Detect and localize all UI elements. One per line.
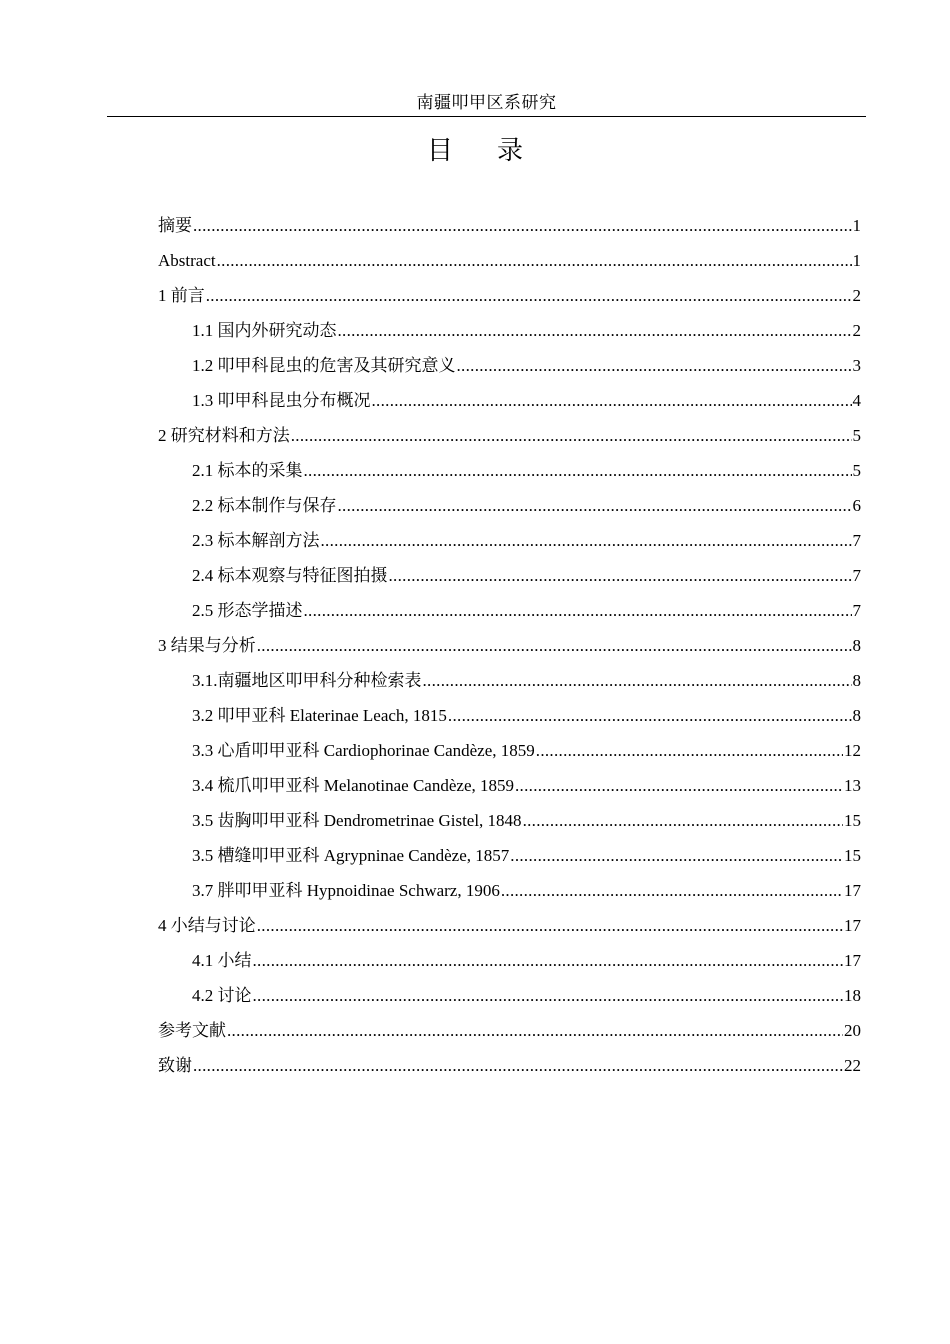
toc-dot-leader bbox=[510, 838, 843, 873]
toc-page-number: 8 bbox=[852, 706, 861, 725]
toc-dot-leader bbox=[321, 523, 852, 558]
toc-dot-leader bbox=[501, 873, 843, 908]
toc-entry-label: 2.4 标本观察与特征图拍摄 bbox=[192, 566, 388, 585]
toc-dot-leader bbox=[253, 943, 844, 978]
toc-entry-label: 1.1 国内外研究动态 bbox=[192, 321, 337, 340]
toc-dot-leader bbox=[448, 698, 852, 733]
toc-entry[interactable] bbox=[158, 488, 861, 523]
toc-entry[interactable] bbox=[158, 838, 861, 873]
toc-entry-label: 3.5 齿胸叩甲亚科 Dendrometrinae Gistel, 1848 bbox=[192, 811, 522, 830]
toc-entry-label: 1.2 叩甲科昆虫的危害及其研究意义 bbox=[192, 356, 456, 375]
toc-page-number: 1 bbox=[852, 251, 861, 270]
toc-entry-label: 4.2 讨论 bbox=[192, 986, 252, 1005]
toc-dot-leader bbox=[291, 418, 852, 453]
toc-entry[interactable] bbox=[158, 873, 861, 908]
toc-page-number: 20 bbox=[844, 1021, 861, 1040]
toc-entry[interactable] bbox=[158, 698, 861, 733]
toc-page-number: 17 bbox=[844, 881, 861, 900]
toc-entry-label: 致谢 bbox=[158, 1056, 192, 1075]
toc-dot-leader bbox=[304, 453, 852, 488]
toc-dot-leader bbox=[193, 1048, 843, 1083]
toc-dot-leader bbox=[217, 243, 852, 278]
toc-dot-leader bbox=[515, 768, 843, 803]
toc-page-number: 15 bbox=[844, 846, 861, 865]
page-header bbox=[107, 92, 866, 117]
toc-entry-label: 2.5 形态学描述 bbox=[192, 601, 303, 620]
toc-dot-leader bbox=[227, 1013, 843, 1048]
toc-page-number: 7 bbox=[852, 601, 861, 620]
toc-page-number: 1 bbox=[852, 216, 861, 235]
toc-page-number: 22 bbox=[844, 1056, 861, 1075]
toc-page-number: 7 bbox=[852, 531, 861, 550]
toc-dot-leader bbox=[193, 208, 852, 243]
toc-page-number: 7 bbox=[852, 566, 861, 585]
toc-dot-leader bbox=[257, 628, 852, 663]
toc-dot-leader bbox=[389, 558, 852, 593]
toc-page-number: 18 bbox=[844, 986, 861, 1005]
toc-page-number: 13 bbox=[844, 776, 861, 795]
toc-page-number: 2 bbox=[852, 286, 861, 305]
running-title: 南疆叩甲区系研究 bbox=[416, 93, 557, 112]
toc-entry[interactable] bbox=[158, 418, 861, 453]
toc-entry[interactable] bbox=[158, 768, 861, 803]
toc-entry-label: 3.5 槽缝叩甲亚科 Agrypninae Candèze, 1857 bbox=[192, 846, 510, 865]
toc-page-number: 5 bbox=[852, 461, 861, 480]
toc-entry-label: 3.2 叩甲亚科 Elaterinae Leach, 1815 bbox=[192, 706, 447, 725]
toc-dot-leader bbox=[523, 803, 843, 838]
toc-entry-label: 2.3 标本解剖方法 bbox=[192, 531, 320, 550]
toc-entry-label: 3.1.南疆地区叩甲科分种检索表 bbox=[192, 671, 422, 690]
toc-page-number: 17 bbox=[844, 951, 861, 970]
toc-dot-leader bbox=[338, 488, 852, 523]
toc-page-number: 12 bbox=[844, 741, 861, 760]
toc-page-number: 8 bbox=[852, 671, 861, 690]
toc-entry[interactable] bbox=[158, 628, 861, 663]
toc-entry[interactable] bbox=[158, 593, 861, 628]
toc-entry-label: 2 研究材料和方法 bbox=[158, 426, 290, 445]
toc-entry-label: 1 前言 bbox=[158, 286, 205, 305]
toc-title: 目录 bbox=[426, 136, 567, 165]
toc-entry-label: 3.3 心盾叩甲亚科 Cardiophorinae Candèze, 1859 bbox=[192, 741, 535, 760]
toc-entry-label: 2.2 标本制作与保存 bbox=[192, 496, 337, 515]
toc-dot-leader bbox=[457, 348, 852, 383]
toc-entry-label: 参考文献 bbox=[158, 1021, 226, 1040]
toc-entry[interactable] bbox=[158, 978, 861, 1013]
toc-page-number: 15 bbox=[844, 811, 861, 830]
toc-entry[interactable] bbox=[158, 558, 861, 593]
toc-page-number: 17 bbox=[844, 916, 861, 935]
toc-entry[interactable] bbox=[158, 803, 861, 838]
toc-dot-leader bbox=[253, 978, 844, 1013]
toc-page-number: 2 bbox=[852, 321, 861, 340]
toc-entry-label: 4.1 小结 bbox=[192, 951, 252, 970]
toc-page-number: 3 bbox=[852, 356, 861, 375]
toc-dot-leader bbox=[536, 733, 843, 768]
toc-entry-label: 3.4 梳爪叩甲亚科 Melanotinae Candèze, 1859 bbox=[192, 776, 514, 795]
toc-entry-label: 摘要 bbox=[158, 216, 192, 235]
toc-entry-label: 3.7 胖叩甲亚科 Hypnoidinae Schwarz, 1906 bbox=[192, 881, 500, 900]
toc-page-number: 4 bbox=[852, 391, 861, 410]
toc-entry[interactable] bbox=[158, 313, 861, 348]
toc-dot-leader bbox=[423, 663, 852, 698]
toc-dot-leader bbox=[372, 383, 852, 418]
toc-page-number: 5 bbox=[852, 426, 861, 445]
toc-entry[interactable] bbox=[158, 733, 861, 768]
toc-entry[interactable] bbox=[158, 278, 861, 313]
toc-entry[interactable] bbox=[158, 523, 861, 558]
toc-dot-leader bbox=[257, 908, 843, 943]
toc-entry[interactable] bbox=[158, 453, 861, 488]
toc-entry[interactable] bbox=[158, 663, 861, 698]
toc-entry[interactable] bbox=[158, 943, 861, 978]
toc-entry[interactable] bbox=[158, 1048, 861, 1083]
toc-entry[interactable] bbox=[158, 908, 861, 943]
toc-entry[interactable] bbox=[158, 348, 861, 383]
toc-entry-label: 4 小结与讨论 bbox=[158, 916, 256, 935]
toc-entry-label: 1.3 叩甲科昆虫分布概况 bbox=[192, 391, 371, 410]
toc-dot-leader bbox=[304, 593, 852, 628]
table-of-contents bbox=[158, 208, 861, 1083]
toc-entry[interactable] bbox=[158, 243, 861, 278]
toc-page-number: 8 bbox=[852, 636, 861, 655]
toc-entry-label: 3 结果与分析 bbox=[158, 636, 256, 655]
toc-entry[interactable] bbox=[158, 383, 861, 418]
toc-page-number: 6 bbox=[852, 496, 861, 515]
toc-entry-label: Abstract bbox=[158, 251, 216, 270]
toc-entry[interactable] bbox=[158, 208, 861, 243]
toc-entry[interactable] bbox=[158, 1013, 861, 1048]
toc-dot-leader bbox=[206, 278, 852, 313]
toc-dot-leader bbox=[338, 313, 852, 348]
toc-entry-label: 2.1 标本的采集 bbox=[192, 461, 303, 480]
